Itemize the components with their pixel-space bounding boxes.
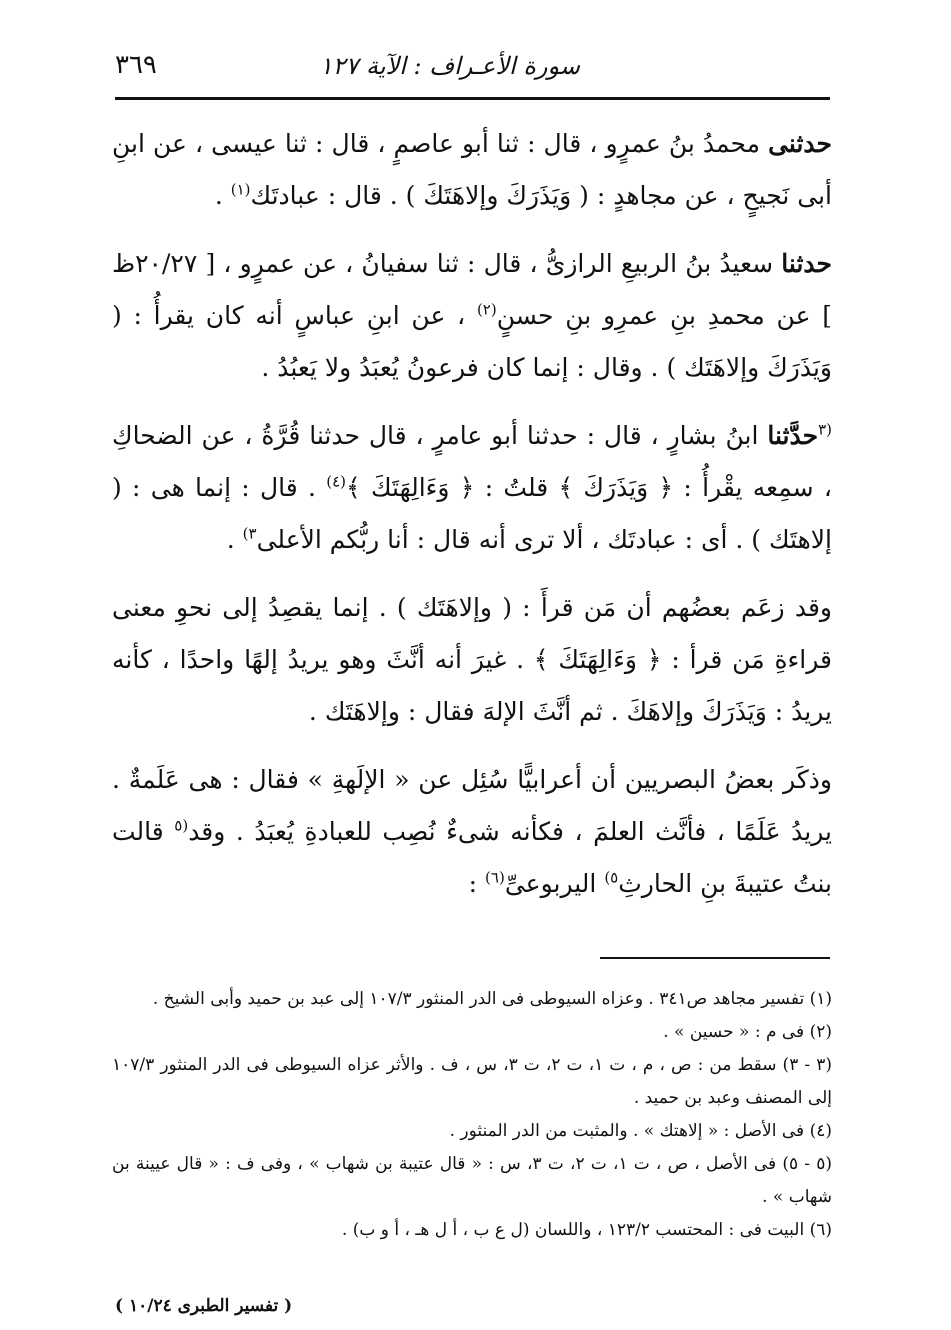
paragraph-2 (112, 238, 832, 394)
paragraph-text: وقد زعَم بعضُهم أن مَن قرأَ : ( وإلاهَتَك ) . إنما يقصِدُ إلى نحوِ معنى قراءةِ مَن قرأ : ﴿ وَءَالِهَتَكَ ﴾ . غيرَ أنه أنَّثَ وهو يريدُ إلهًا واحدًا ، كأنه يريدُ : وَيَذَرَكَ وإلاهَكَ . ثم أنَّثَ الإلهَ فقال : وإلاهَتَك . (112, 593, 832, 726)
footnote-4: (٤) فى الأصل : « إلاهتك » . والمثبت من الدر المنثور . (449, 1121, 832, 1141)
footnote-5: (٥ - ٥) فى الأصل ، ص ، ت ١، ت ٢، ت ٣، س : « قال عتيبة بن شهاب » ، وفى ف : « قال عيينة بن شهاب » . (112, 1154, 832, 1207)
footnote-marker: ٥) (604, 868, 619, 887)
paragraph-text: سعيدُ بنُ الربيعِ الرازىُّ ، قال : ثنا سفيانُ ، عن عمرٍو ، [ ٢٠/٢٧ظ ] عن محمدِ بنِ عمرِو بنِ حسنٍ (112, 249, 832, 330)
volume-page-reference: ( تفسير الطبرى ١٠/٢٤ ) (115, 1296, 293, 1316)
footnote-marker: (٤) (326, 472, 347, 491)
footnote-3: (٣ - ٣) سقط من : ص ، م ، ت ١، ت ٢، ت ٣، س ، ف . والأثر عزاه السيوطى فى الدر المنثور ١٠٧/٣ إلى المصنف وعبد بن حميد . (112, 1055, 832, 1108)
page-number: ٣٦٩ (115, 50, 157, 80)
footnotes (112, 983, 832, 1247)
footnote-rule (600, 957, 830, 959)
footnote-marker: (٣ (818, 420, 832, 439)
narration-lead: حدَّثنا (767, 421, 819, 450)
paragraph-5 (112, 754, 832, 910)
main-text (112, 118, 832, 926)
footnote-marker: (١) (230, 180, 251, 199)
paragraph-text: وذكَر بعضُ البصريين أن أعرابيًّا سُئِل عن « الإلَهةِ » فقال : هى عَلَمةٌ . يريدُ عَلَمًا ، فأنَّث العلمَ ، فكأنه شىءٌ نُصِب للعبادةِ يُعبَدُ . وقد (112, 765, 832, 846)
footnote-marker: (٥ (174, 816, 189, 835)
paragraph-tail: . (214, 181, 231, 210)
paragraph-1 (112, 118, 832, 222)
paragraph-4 (112, 582, 832, 738)
paragraph-tail: قالت بنتُ عتيبةَ بنِ الحارثِ (112, 817, 832, 898)
footnote-marker: ٣) (242, 524, 257, 543)
footnote-marker: (٢) (476, 300, 497, 319)
paragraph-text: ابنُ بشارٍ ، قال : حدثنا أبو عامرٍ ، قال حدثنا قُرَّةُ ، عن الضحاكِ ، سمِعه يقْرأُ : ﴿ وَيَذَرَكَ ﴾ قلتُ : ﴿ وَءَالِهَتَكَ ﴾ (112, 421, 832, 502)
paragraph-text: محمدُ بنُ عمرٍو ، قال : ثنا أبو عاصمٍ ، قال : ثنا عيسى ، عن ابنِ أبى نَجيحٍ ، عن مجاهدٍ : ( وَيَذَرَكَ وإلاهَتَكَ ) . قال : عبادتَك (112, 129, 832, 210)
footnote-1: (١) تفسير مجاهد ص٣٤١ . وعزاه السيوطى فى الدر المنثور ١٠٧/٣ إلى عبد بن حميد وأبى الشيخ . (152, 989, 832, 1009)
paragraph-tail: . (226, 525, 243, 554)
paragraph-tail: ، عن ابنِ عباسٍ أنه كان يقرأُ : ( وَيَذَرَكَ وإلاهَتَك ) . وقال : إنما كان فرعونُ يُعبَدُ ولا يَعبُدُ . (112, 301, 832, 382)
paragraph-3 (112, 410, 832, 566)
paragraph-tail: اليربوعىِّ (504, 869, 605, 898)
header-rule (115, 97, 830, 100)
footnote-6: (٦) البيت فى : المحتسب ١٢٣/٢ ، واللسان (ل ع ب ، أ ل هـ ، أ و ب) . (341, 1220, 832, 1240)
running-head (115, 48, 830, 88)
paragraph-tail: : (468, 869, 486, 898)
footnote-marker: (٦) (485, 868, 505, 887)
narration-lead: حدثنى (768, 129, 832, 158)
paragraph-tail: . قال : إنما هى : ( إلاهتَك ) . أى : عبادتَك ، ألا ترى أنه قال : أنا ربُّكم الأعلى (112, 473, 832, 554)
narration-lead: حدثنا (781, 249, 832, 278)
running-title: سورة الأعـراف : الآية ١٢٧ (319, 52, 580, 80)
footnote-2: (٢) فى م : « حسين » . (663, 1022, 832, 1042)
